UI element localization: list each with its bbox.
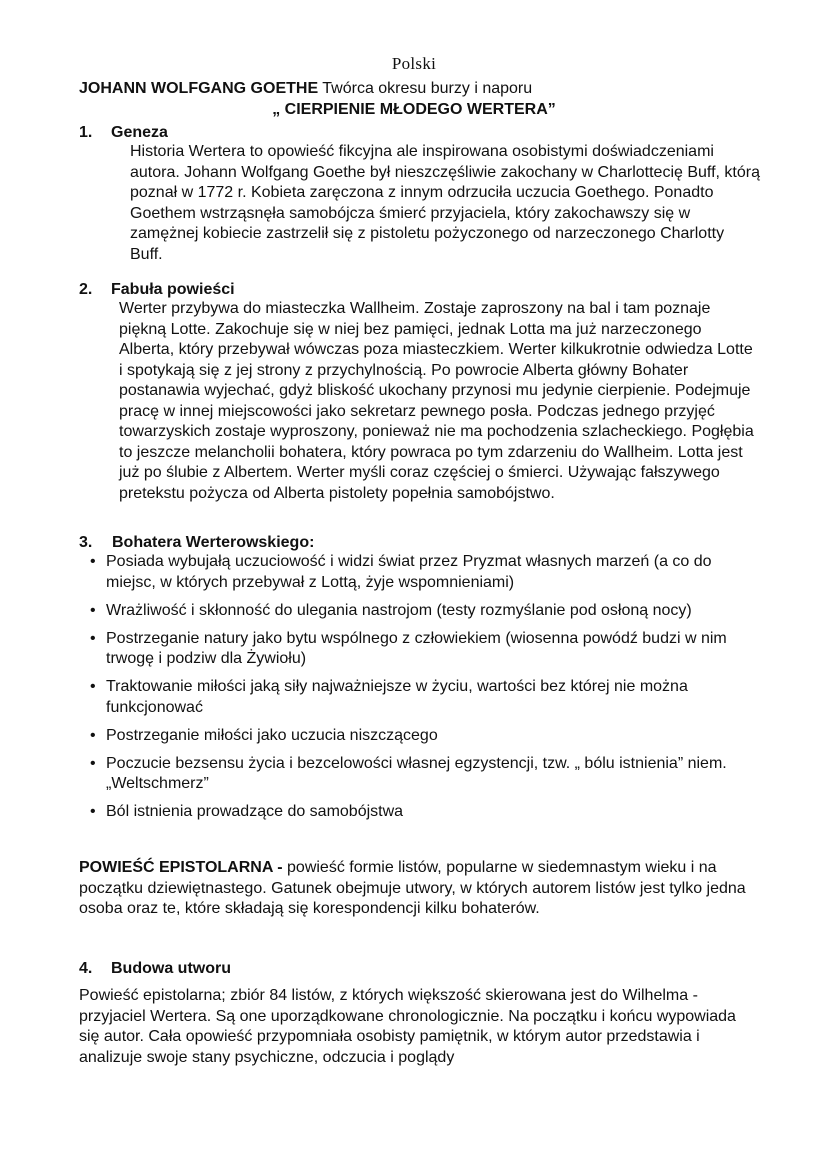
work-title: „ CIERPIENIE MŁODEGO WERTERA” [272,101,556,118]
section-4-title: Budowa utworu [111,960,231,977]
section-1-heading [79,124,168,142]
section-4-heading [79,960,231,978]
epistolary-term: POWIEŚĆ EPISTOLARNA - [79,859,283,876]
section-4-number: 4. [79,960,93,977]
bullet-icon: • [90,601,96,619]
epistolary-text: powieść formie listów, popularne w siedemnastym wieku i na początku dziewiętnastego. Gatunek obejmuje utwory, w których autorem listów jest tylko jedna osoba oraz te, które składają się korespondencji kilku bohaterów. [79,859,746,917]
bullet-icon: • [90,726,96,744]
list-item: • Postrzeganie miłości jako uczucia niszczącego [90,726,750,747]
section-3-title: Bohatera Werterowskiego: [112,534,315,551]
bullet-icon: • [90,678,96,695]
list-item: • Ból istnienia prowadzące do samobójstwa [90,802,750,823]
section-4-text: Powieść epistolarna; zbiór 84 listów, z których większość skierowana jest do Wilhelma - przyjaciel Wertera. Są one uporządkowane chronologicznie. Na początku i końcu wypowiada się autor. Cała opowieść przypomniała osobisty pamiętnik, w którym autor przedstawia i analizuje swoje stany psychiczne, odczucia i poglądy [79,987,736,1066]
section-3-heading [79,534,314,552]
list-item: • Traktowanie miłości jaką siły najważniejsze w życiu, wartości bez której nie można funkcjonować [90,678,688,716]
list-item: • Poczucie bezsensu życia i bezcelowości własnej egzystencji, tzw. „ bólu istnienia” niem. „Weltschmerz” [90,754,727,792]
epistolary-definition [79,858,759,920]
section-1-text: Historia Wertera to opowieść fikcyjna ale inspirowana osobistymi doświadczeniami autora. Johann Wolfgang Goethe był nieszczęśliwie zakochany w Charlottecię Buff, którą poznał w 1772 r. Kobieta zaręczona z innym odrzuciła uczucia Goethego. Ponadto Goethem wstrząsnęła samobójcza śmierć przyjaciela, który zakochawszy się w zamężnej kobiecie zastrzelił się z pistoletu pożyczonego od narzeczonego Charlotty Buff. [130,143,760,263]
page-title [79,80,532,98]
section-1-title: Geneza [111,124,168,141]
author-description: Twórca okresu burzy i naporu [318,80,533,97]
section-2-text: Werter przybywa do miasteczka Wallheim. Zostaje zaproszony na bal i tam poznaje piękną Lotte. Zakochuje się w niej bez pamięci, jednak Lotta ma już narzeczonego Alberta, który przebywał wówczas poza miasteczkiem. Werter kilkukrotnie odwiedza Lotte i spotykają się z jej strony z przychylnością. Po powrocie Alberta główny Bohater postanawia wyjechać, gdyż bliskość ukochany przynosi mu jedynie cierpienie. Podejmuje pracę w innej miejscowości jako sekretarz pewnego posła. Podczas jednego przyjęć towarzyskich zostaje wyproszony, ponieważ nie ma pochodzenia szlacheckiego. Pogłębia to jeszcze melancholii bohatera, który powraca po tym zdarzeniu do Wallheim. Lotta jest już po ślubie z Albertem. Werter myśli coraz częściej o śmierci. Używając fałszywego pretekstu pożycza od Alberta pistolety popełnia samobójstwo. [119,300,754,502]
section-1-number: 1. [79,124,93,141]
bullet-icon: • [90,754,96,772]
section-2-heading [79,281,235,299]
section-2-number: 2. [79,281,93,298]
author-name: JOHANN WOLFGANG GOETHE [79,80,319,97]
bullet-icon: • [90,629,96,647]
list-item: • Postrzeganie natury jako bytu wspólnego z człowiekiem (wiosenna powódź budzi w nim trwogę i podziw dla Żywiołu) [90,629,727,667]
bullet-icon: • [90,803,96,820]
list-item: • Posiada wybujałą uczuciowość i widzi świat przez Pryzmat własnych marzeń (a co do miejsc, w których przebywał z Lottą, żyje wspomnieniami) [90,553,712,591]
bullet-icon: • [90,553,96,570]
subject-header: Polski [391,54,437,73]
section-2-title: Fabuła powieści [111,281,235,298]
hero-traits-list [90,552,750,830]
list-item: • Wrażliwość i skłonność do ulegania nastrojom (testy rozmyślanie pod osłoną nocy) [90,601,750,622]
section-3-number: 3. [79,534,93,551]
